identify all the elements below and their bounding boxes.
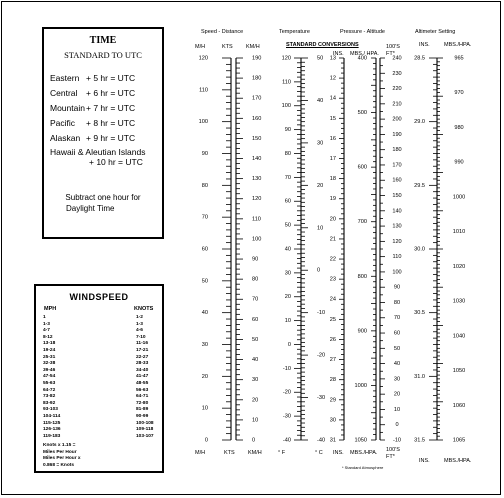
kmh-tick-label: 90 [252,256,259,263]
windspeed-footnote: 0.868 = Knots [43,462,75,468]
altitude-tick-label: 100 [392,269,402,276]
inhg-tick-label: 24 [329,296,336,303]
inhg-tick-label: 30 [329,417,336,424]
unit-bottom-mbs: MBS./HPA. [350,450,378,456]
altitude-tick-label: 0 [395,422,399,429]
windspeed-mph-cell: 64-72 [43,387,56,393]
kmh-tick-label: 20 [252,397,259,404]
altitude-tick-label: 20 [393,391,401,398]
altimeter-mb-tick-label: 1020 [452,263,466,270]
zone-offset: + 8 hr = UTC [86,118,136,128]
windspeed-mph-cell: 1 [43,315,46,320]
celsius-tick-label: -30 [317,395,326,402]
unit-top-mbs: MBS./ HPA. [350,51,379,57]
altitude-tick-label: 120 [392,238,402,245]
inhg-tick-label: 29 [329,397,336,404]
standard-atmosphere-note: * Standard Atmosphere [342,465,384,470]
altimeter-mb-tick-label: 1010 [452,229,466,236]
altimeter-mb-tick-label: 990 [454,159,464,166]
mh-tick-label: 110 [199,87,208,94]
kmh-tick-label: 60 [252,316,259,323]
unit-top-kts: KTS [222,44,233,50]
windspeed-knots-cell: 103-107 [136,433,154,439]
altitude-tick-label: 230 [392,70,402,77]
pressure-altitude-header: Pressure - Altitude [340,29,385,35]
altimeter-in-tick-label: 28.5 [414,55,425,62]
unit-top-mh: M/H [195,44,206,50]
fahrenheit-tick-label: 40 [284,246,291,253]
windspeed-mph-cell: 73-82 [43,394,56,400]
inhg-tick-label: 25 [329,316,336,323]
fahrenheit-tick-label: 60 [284,198,291,205]
mh-tick-label: 70 [201,214,208,221]
inhg-tick-label: 31 [329,437,336,444]
celsius-tick-label: 50 [317,55,324,62]
mh-tick-label: 0 [204,437,208,444]
mb-tick-label: 700 [357,219,367,226]
mh-tick-label: 90 [201,150,208,157]
kmh-tick-label: 160 [252,115,262,122]
kmh-tick-label: 120 [252,196,262,203]
fahrenheit-tick-label: -40 [282,437,291,444]
altitude-tick-label: 40 [393,361,401,368]
inhg-tick-label: 22 [329,256,336,263]
fahrenheit-tick-label: 0 [287,341,291,348]
kmh-tick-label: 180 [252,75,262,82]
windspeed-footnote: Miles Per Hour x [43,456,81,461]
dst-note-line2: Daylight Time [66,204,115,213]
altitude-tick-label: 90 [393,284,401,291]
altitude-tick-label: 80 [393,299,401,306]
windspeed-mph-cell: 119-183 [43,433,61,439]
windspeed-mph-cell: 93-103 [43,407,58,413]
mb-tick-label: 600 [357,164,367,171]
zone-name: Central [50,88,78,98]
zone-offset: + 6 hr = UTC [86,88,136,98]
speed-distance-header: Speed - Distance [201,29,244,35]
windspeed-col-knots: KNOTS [134,306,154,312]
inhg-tick-label: 21 [329,236,336,243]
mh-tick-label: 30 [201,341,208,348]
fahrenheit-tick-label: -10 [282,365,291,372]
unit-bottom-kts: KTS [224,450,235,456]
unit-top-kmh: KM/H [246,44,260,50]
altitude-tick-label: 150 [392,193,402,200]
inhg-tick-label: 19 [329,196,336,203]
kmh-tick-label: 80 [252,276,259,283]
altitude-tick-label: -10 [392,437,402,444]
inhg-tick-label: 15 [329,115,336,122]
windspeed-col-mph: MPH [44,306,57,312]
inhg-tick-label: 23 [329,276,336,283]
zone-name: Alaskan [50,133,81,143]
mh-tick-label: 10 [201,405,208,412]
unit-bottom-c: ° C [315,450,323,456]
celsius-tick-label: -20 [317,352,326,359]
altitude-tick-label: 190 [392,131,402,138]
mh-tick-label: 20 [201,373,208,380]
kmh-tick-label: 100 [252,236,262,243]
windspeed-mph-cell: 47-54 [43,374,56,380]
altitude-tick-label: 160 [392,177,402,184]
dst-note-line1: Subtract one hour for [65,193,141,202]
zone-offset: + 5 hr = UTC [86,73,136,83]
altitude-tick-label: 110 [392,254,402,261]
altimeter-mb-tick-label: 1000 [452,194,466,201]
windspeed-title: WINDSPEED [69,292,129,302]
celsius-tick-label: 40 [317,97,324,104]
windspeed-mph-cell: 55-63 [43,381,56,386]
windspeed-mph-cell: 115-125 [43,420,61,426]
hawaii-offset: + 10 hr = UTC [89,157,143,167]
fahrenheit-tick-label: 120 [281,55,291,62]
unit-top-mbs2: MBS./HPA. [444,42,472,48]
kmh-tick-label: 130 [252,176,262,183]
celsius-tick-label: 30 [317,140,324,147]
fahrenheit-tick-label: 30 [284,270,291,277]
windspeed-mph-cell: 8-12 [43,334,53,340]
altimeter-mb-tick-label: 1040 [452,333,466,340]
altitude-tick-label: 170 [392,162,402,169]
altimeter-in-tick-label: 29.0 [414,119,425,126]
altitude-tick-label: 220 [392,86,402,93]
zone-offset: + 9 hr = UTC [86,133,136,143]
altitude-tick-label: 50 [393,345,401,352]
fahrenheit-tick-label: -20 [282,389,291,396]
windspeed-mph-cell: 1-3 [43,321,50,327]
windspeed-mph-cell: 126-136 [43,427,61,433]
fahrenheit-tick-label: 90 [284,127,291,134]
windspeed-knots-cell: 7-10 [136,334,146,340]
windspeed-knots-cell: 90-99 [136,414,149,419]
windspeed-footnote: Knots x 1.15 = [43,443,76,448]
mh-tick-label: 40 [201,310,208,317]
kmh-tick-label: 190 [252,55,262,62]
celsius-tick-label: 20 [317,182,324,189]
windspeed-knots-cell: 22-27 [136,354,149,360]
standard-conversions-header: STANDARD CONVERSIONS [286,42,359,48]
altitude-tick-label: 130 [392,223,402,230]
time-subtitle: STANDARD TO UTC [64,50,142,60]
windspeed-knots-cell: 109-118 [136,427,154,433]
kmh-tick-label: 0 [252,437,256,444]
mb-tick-label: 1050 [354,437,367,444]
unit-bottom-ins2: INS. [419,458,430,464]
unit-bottom-mh: M/H [195,450,206,456]
windspeed-mph-cell: 4-7 [43,328,50,334]
inhg-tick-label: 17 [329,156,336,163]
windspeed-knots-cell: 56-63 [136,387,149,393]
mh-tick-label: 120 [198,55,208,62]
time-title: TIME [89,35,117,46]
windspeed-knots-cell: 72-80 [136,400,149,406]
altimeter-mb-tick-label: 970 [454,90,464,97]
inhg-tick-label: 18 [329,176,336,183]
windspeed-mph-cell: 13-18 [43,341,56,347]
mb-tick-label: 800 [357,273,367,280]
windspeed-knots-cell: 1-3 [136,321,143,327]
altitude-tick-label: 70 [393,315,401,322]
kmh-tick-label: 170 [252,95,262,102]
windspeed-knots-cell: 100-108 [136,420,154,426]
windspeed-knots-cell: 64-71 [136,394,149,400]
windspeed-knots-cell: 48-55 [136,381,149,386]
windspeed-mph-cell: 104-114 [43,414,61,419]
altimeter-in-tick-label: 29.5 [414,182,425,189]
altimeter-mb-tick-label: 980 [454,124,464,131]
windspeed-knots-cell: 4-6 [136,328,143,334]
mh-tick-label: 80 [201,182,208,189]
mb-tick-label: 900 [357,328,367,335]
windspeed-knots-cell: 81-89 [136,407,149,413]
zone-offset: + 7 hr = UTC [86,103,136,113]
unit-top-inshg: INS. [333,51,344,57]
celsius-tick-label: 0 [317,267,321,274]
windspeed-mph-cell: 32-38 [43,361,56,367]
altitude-tick-label: 200 [392,116,402,123]
windspeed-mph-cell: 83-92 [43,400,56,406]
altimeter-mb-tick-label: 1065 [452,437,466,444]
unit-bottom-ins: INS. [333,450,344,456]
kmh-tick-label: 50 [252,336,259,343]
inhg-tick-label: 26 [329,336,336,343]
inhg-tick-label: 28 [329,377,336,384]
fahrenheit-tick-label: 100 [281,103,291,110]
windspeed-knots-cell: 17-21 [136,348,149,353]
celsius-tick-label: -40 [317,437,326,444]
altimeter-in-tick-label: 31.5 [414,437,425,444]
kmh-tick-label: 110 [252,216,261,223]
zone-name: Eastern [50,73,80,83]
hawaii-label: Hawaii & Aleutian Islands [50,147,146,157]
unit-top-ins: INS. [419,42,430,48]
mh-tick-label: 60 [201,246,208,253]
altitude-tick-label: 30 [393,376,401,383]
unit-top-ft: 100'S FT* [386,44,400,57]
altitude-tick-label: 210 [392,101,402,108]
windspeed-mph-cell: 19-24 [43,348,56,353]
mb-tick-label: 400 [357,55,367,62]
altimeter-in-tick-label: 30.0 [414,246,425,253]
unit-bottom-ft: 100'S FT* [386,447,400,460]
windspeed-knots-cell: 1-2 [136,315,143,320]
inhg-tick-label: 13 [329,55,336,62]
altimeter-mb-tick-label: 1060 [452,402,466,409]
fahrenheit-tick-label: 70 [284,174,291,181]
altimeter-in-tick-label: 31.0 [414,373,425,380]
kmh-tick-label: 40 [252,357,259,364]
kmh-tick-label: 150 [252,135,262,142]
zone-name: Pacific [50,118,76,128]
altitude-tick-label: 180 [392,147,402,154]
inhg-tick-label: 27 [329,357,336,364]
windspeed-knots-cell: 41-47 [136,374,149,380]
fahrenheit-tick-label: -30 [282,413,291,420]
fahrenheit-tick-label: 10 [284,318,291,325]
windspeed-mph-cell: 39-46 [43,367,56,373]
unit-bottom-kmh: KM/H [248,450,262,456]
inhg-tick-label: 14 [329,95,336,102]
fahrenheit-tick-label: 20 [284,294,291,301]
windspeed-knots-cell: 11-16 [136,341,149,347]
kmh-tick-label: 10 [252,417,259,424]
fahrenheit-tick-label: 50 [284,222,291,229]
mh-tick-label: 50 [201,278,208,285]
altitude-tick-label: 140 [392,208,402,215]
inhg-tick-label: 12 [329,75,336,82]
altitude-tick-label: 10 [393,406,401,413]
fahrenheit-tick-label: 80 [284,150,291,157]
altimeter-in-tick-label: 30.5 [414,310,425,317]
celsius-tick-label: 10 [317,225,324,232]
mb-tick-label: 500 [357,110,367,117]
windspeed-knots-cell: 28-33 [136,361,149,367]
fahrenheit-tick-label: 110 [282,79,291,86]
celsius-tick-label: -10 [317,310,326,317]
mh-tick-label: 100 [198,119,208,126]
altitude-tick-label: 240 [392,55,402,62]
windspeed-mph-cell: 25-31 [43,354,56,360]
unit-bottom-f: ° F [278,450,286,456]
altimeter-setting-header: Altimeter Setting [415,29,456,35]
kmh-tick-label: 140 [252,156,262,163]
altimeter-mb-tick-label: 1050 [452,368,466,375]
kmh-tick-label: 70 [252,296,259,303]
temperature-header: Temperature [279,29,310,35]
inhg-tick-label: 20 [329,216,336,223]
kmh-tick-label: 30 [252,377,259,384]
altimeter-mb-tick-label: 965 [454,55,464,62]
unit-bottom-mbs2: MBS./HPA. [444,458,472,464]
altitude-tick-label: 60 [393,330,401,337]
windspeed-knots-cell: 34-40 [136,367,149,373]
inhg-tick-label: 16 [329,135,336,142]
altimeter-mb-tick-label: 1030 [452,298,466,305]
windspeed-footnote: Miles Per Hour [43,449,77,455]
mb-tick-label: 1000 [354,382,367,389]
zone-name: Mountain [50,103,85,113]
